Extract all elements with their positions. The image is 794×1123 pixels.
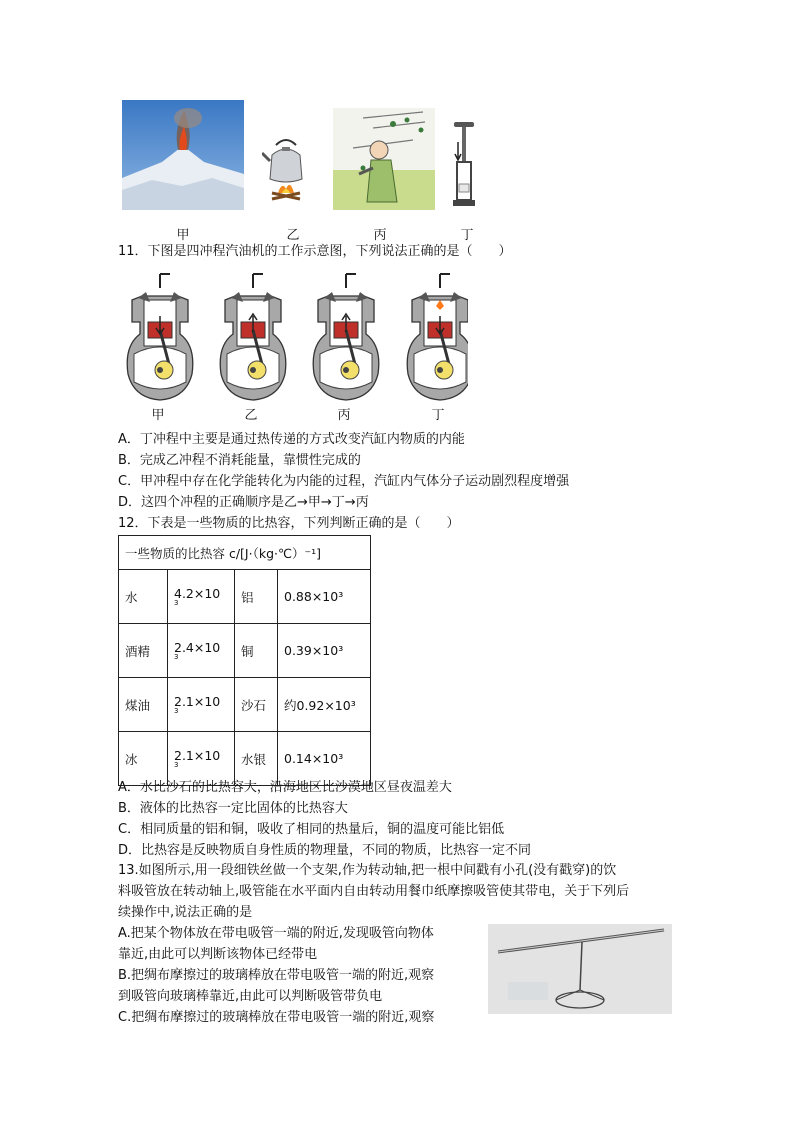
- engine-2: [220, 274, 286, 400]
- engine-3: [313, 274, 379, 400]
- q13-option-line-1: A.把某个物体放在带电吸管一端的附近,发现吸管向物体: [118, 926, 434, 941]
- engine-4: [407, 274, 468, 400]
- q13-stem-line-3: 续操作中,说法正确的是: [118, 905, 253, 920]
- q13-option-line-5: C.把绸布摩擦过的玻璃棒放在带电吸管一端的附近,观察: [118, 1010, 435, 1025]
- figure-windy-person: [333, 108, 435, 210]
- engine-1: [127, 274, 193, 400]
- q11-option-d: D．这四个冲程的正确顺序是乙→甲→丁→丙: [118, 495, 369, 510]
- caption-fig-1: 甲: [176, 228, 190, 243]
- q13-option-line-3: B.把绸布摩擦过的玻璃棒放在带电吸管一端的附近,观察: [118, 968, 435, 983]
- table-row: 冰 2.1×10 3 水银 0.14×10³: [119, 732, 371, 786]
- figure-kettle: [262, 135, 310, 210]
- figure-air-compressor: [451, 118, 477, 210]
- engine-caption-4: 丁: [431, 408, 445, 423]
- straw-pivot-photo: [488, 924, 672, 1014]
- engine-caption-3: 丙: [337, 408, 351, 423]
- q11-option-a: A．丁冲程中主要是通过热传递的方式改变汽缸内物质的内能: [118, 432, 465, 447]
- q13-option-line-2: 靠近,由此可以判断该物体已经带电: [118, 947, 318, 962]
- table-title: 一些物质的比热容 c/[J·（kg·℃）⁻¹]: [119, 536, 371, 570]
- engine-caption-2: 乙: [244, 408, 258, 423]
- q12-option-c: C．相同质量的铝和铜，吸收了相同的热量后，铜的温度可能比铝低: [118, 822, 505, 837]
- engine-caption-1: 甲: [151, 408, 165, 423]
- q12-option-b: B．液体的比热容一定比固体的比热容大: [118, 801, 348, 816]
- caption-fig-3: 丙: [373, 228, 387, 243]
- q13-stem-line-1: 13.如图所示,用一段细铁丝做一个支架,作为转动轴,把一根中间戳有小孔(没有戳穿)的饮: [118, 863, 617, 878]
- q11-option-b: B．完成乙冲程不消耗能量，靠惯性完成的: [118, 453, 361, 468]
- q13-option-line-4: 到吸管向玻璃棒靠近,由此可以判断吸管带负电: [118, 989, 383, 1004]
- engine-diagrams: [118, 268, 468, 408]
- q11-option-c: C．甲冲程中存在化学能转化为内能的过程，汽缸内气体分子运动剧烈程度增强: [118, 474, 570, 489]
- caption-fig-2: 乙: [286, 228, 300, 243]
- table-row: 酒精 2.4×10 3 铜 0.39×10³: [119, 624, 371, 678]
- q11-stem: 11．下图是四冲程汽油机的工作示意图，下列说法正确的是（ ）: [118, 244, 512, 259]
- q12-stem: 12．下表是一些物质的比热容，下列判断正确的是（ ）: [118, 516, 460, 531]
- table-row: 煤油 2.1×10 3 沙石 约0.92×10³: [119, 678, 371, 732]
- q12-option-a: A．水比沙石的比热容大，沿海地区比沙漠地区昼夜温差大: [118, 780, 452, 795]
- caption-fig-4: 丁: [460, 228, 474, 243]
- figure-volcano: [122, 100, 244, 210]
- heat-capacity-table: [118, 535, 371, 786]
- table-row: 水 4.2×10 3 铝 0.88×10³: [119, 570, 371, 624]
- q12-option-d: D．比热容是反映物质自身性质的物理量，不同的物质，比热容一定不同: [118, 843, 532, 858]
- q13-stem-line-2: 料吸管放在转动轴上,吸管能在水平面内自由转动用餐巾纸摩擦吸管使其带电，关于下列后: [118, 884, 630, 899]
